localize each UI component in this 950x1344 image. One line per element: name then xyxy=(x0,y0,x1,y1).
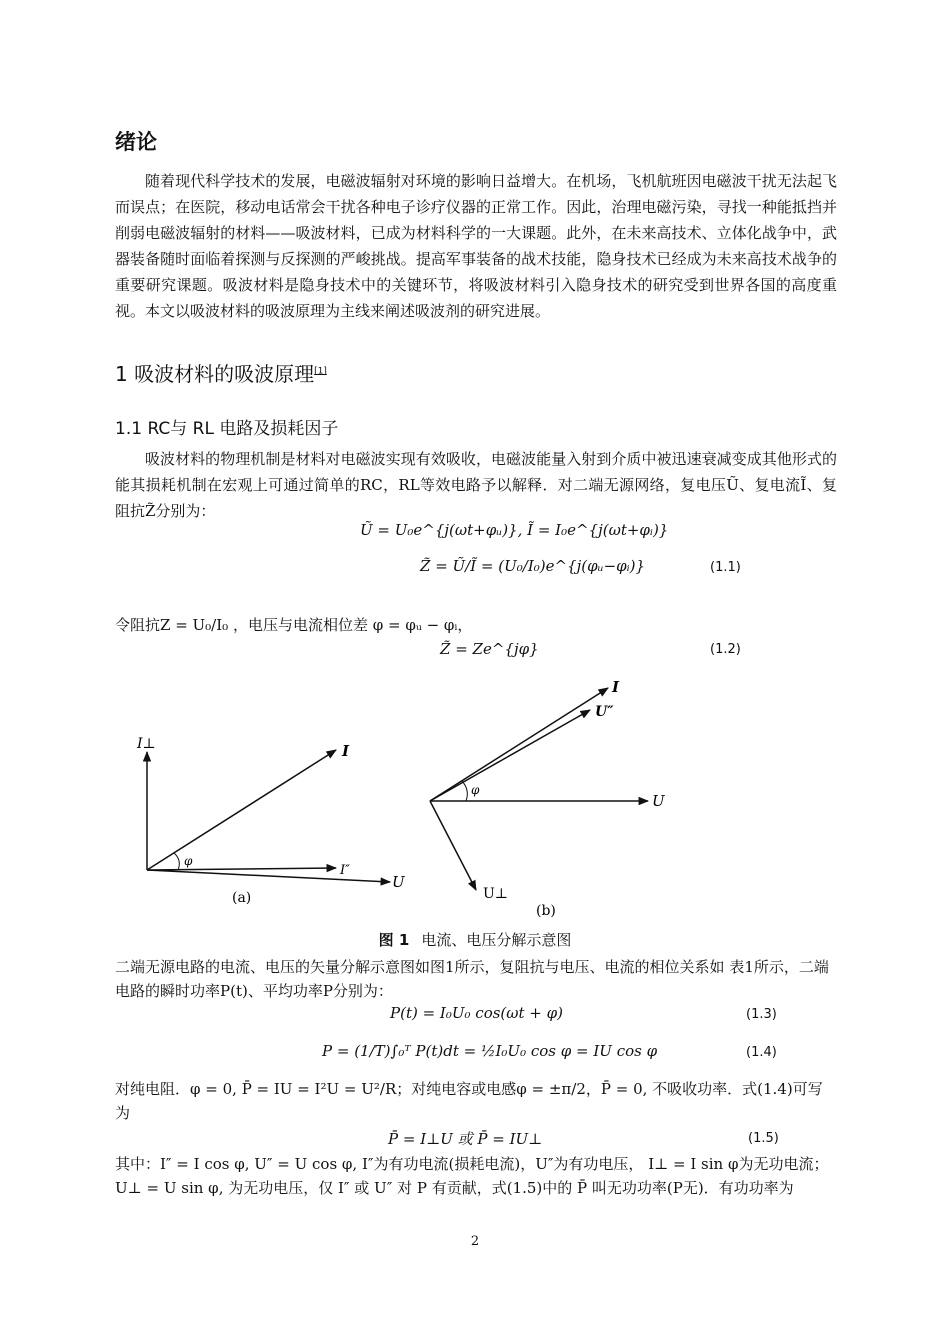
section-heading-intro: 绪论 xyxy=(115,130,157,154)
u-active-vector xyxy=(430,710,590,801)
equation-1-4: P = (1/T)∫₀ᵀ P(t)dt = ½I₀U₀ cos φ = IU cos φ xyxy=(322,1042,658,1060)
equation-1-3: P(t) = I₀U₀ cos(ωt + φ) xyxy=(390,1004,563,1022)
page-number: 2 xyxy=(470,1234,480,1249)
equation-number-1-2: (1.2) xyxy=(710,642,741,657)
label-u: U xyxy=(392,873,405,891)
u-perp-vector xyxy=(430,801,476,890)
u-axis-vector xyxy=(147,870,390,882)
paragraph-pure-elements: 对纯电阻．φ = 0, P̄ = IU = I²U = U²/R；对纯电容或电感φ = ±π/2，P̄ = 0, 不吸收功率．式(1.4)可写为 xyxy=(115,1080,823,1122)
label-u-perp: U⊥ xyxy=(483,886,508,902)
figure-1a-diagram xyxy=(136,736,406,906)
label-i: I xyxy=(342,742,350,760)
paragraph-final: 其中：I″ = I cos φ, U″ = U cos φ, I″为有功电流(损耗电流)，U″为有功电压， I⊥ = I sin φ为无功电流；U⊥ = U sin φ, 为无功电压，仅 I″ 或 U″ 对 P 有贡献，式(1.5)中的 P̄ 叫无功功率(P无)．有功功率为 xyxy=(115,1155,829,1197)
section-1-1-heading: 1.1 RC与 RL 电路及损耗因子 xyxy=(115,419,339,439)
intro-paragraph xyxy=(115,168,837,324)
phi-arc xyxy=(174,853,179,870)
sublabel-b: (b) xyxy=(536,903,556,919)
i-vector-b xyxy=(430,688,608,801)
equation-1-1: Z̃ = Ũ/Ĩ = (U₀/I₀)e^{j(φᵤ−φᵢ)} xyxy=(420,557,646,575)
i-vector xyxy=(147,750,336,870)
equation-voltage-current: Ũ = U₀e^{j(ωt+φᵤ)}, Ĩ = I₀e^{j(ωt+φᵢ)} xyxy=(360,521,669,539)
equation-number-1-4: (1.4) xyxy=(746,1045,777,1060)
label-phi: φ xyxy=(184,854,193,868)
figure-1b-diagram xyxy=(430,678,666,919)
figure-1 xyxy=(0,670,950,925)
equation-1-2: Z̃ = Ze^{jφ} xyxy=(440,640,539,658)
paragraph-after-figure: 二端无源电路的电流、电压的矢量分解示意图如图1所示，复阻抗与电压、电流的相位关系如 表1所示，二端电路的瞬时功率P(t)、平均功率P分别为： xyxy=(115,958,829,1000)
equation-number-1-5: (1.5) xyxy=(748,1131,779,1146)
figure-caption-number: 图 1 xyxy=(378,931,410,949)
phi-arc-b xyxy=(462,781,467,801)
equation-number-1-1: (1.1) xyxy=(710,560,741,575)
figure-caption-text: 电流、电压分解示意图 xyxy=(421,931,572,949)
label-i-b: I xyxy=(612,678,620,696)
sublabel-a: (a) xyxy=(232,890,252,906)
i-active-vector xyxy=(147,868,336,870)
section-1-heading xyxy=(115,358,327,387)
equation-number-1-3: (1.3) xyxy=(746,1007,777,1022)
equation-1-5: P̄ = I⊥U 或 P̄ = IU⊥ xyxy=(388,1130,543,1148)
section-1-1-paragraph xyxy=(115,446,837,524)
label-i-perp: I⊥ xyxy=(137,736,156,752)
figure-caption xyxy=(0,929,950,950)
label-phi-b: φ xyxy=(471,783,480,797)
impedance-definition-line: 令阻抗Z = U₀/I₀ ，电压与电流相位差 φ = φᵤ − φᵢ， xyxy=(115,616,473,634)
label-u-b: U xyxy=(652,792,665,810)
section-1-1-text: 吸波材料的物理机制是材料对电磁波实现有效吸收，电磁波能量入射到介质中被迅速衰减变成其他形式的能其损耗机制在宏观上可通过简单的RC，RL等效电路予以解释．对二端无源网络，复电压Ũ、复电流Ĩ、复阻抗Z̃分别为： xyxy=(115,450,837,520)
label-i-active: I″ xyxy=(340,863,350,878)
label-u-active: U″ xyxy=(595,704,614,720)
citation-link[interactable]: [1] xyxy=(314,366,327,377)
intro-paragraph-text: 随着现代科学技术的发展，电磁波辐射对环境的影响日益增大。在机场，飞机航班因电磁波干扰无法起飞而误点；在医院，移动电话常会干扰各种电子诊疗仪器的正常工作。因此，治理电磁污染，寻找一种能抵挡并削弱电磁波辐射的材料——吸波材料，已成为材料科学的一大课题。此外，在未来高技术、立体化战争中，武器装备随时面临着探测与反探测的严峻挑战。提高军事装备的战术技能，隐身技术已经成为未来高技术战争的重要研究课题。吸波材料是隐身技术中的关键环节，将吸波材料引入隐身技术的研究受到世界各国的高度重视。本文以吸波材料的吸波原理为主线来阐述吸波剂的研究进展。 xyxy=(115,172,837,320)
section-1-title: 1 吸波材料的吸波原理 xyxy=(115,362,315,386)
